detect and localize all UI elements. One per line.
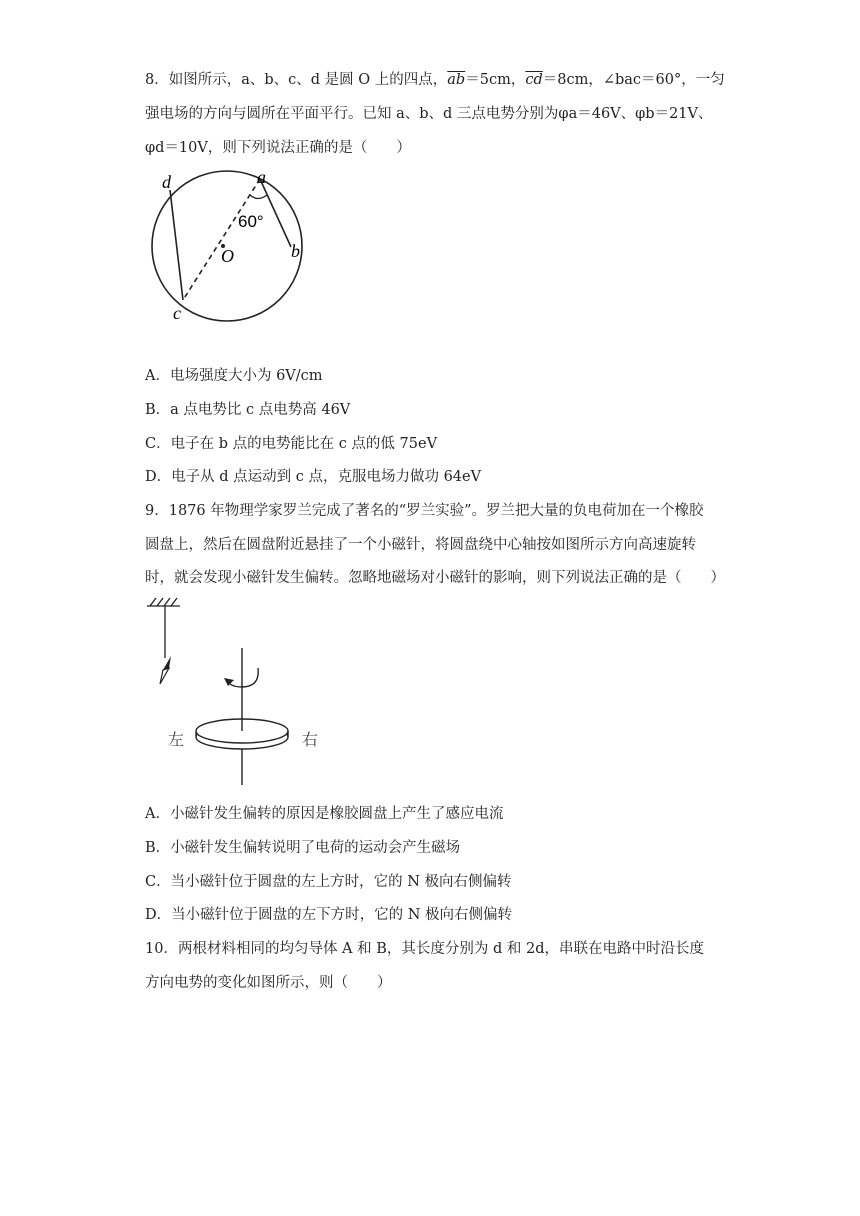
label-b: b	[291, 241, 300, 261]
ceiling-support	[147, 598, 180, 606]
q8-stem-line-2: 强电场的方向与圆所在平面平行。已知 a、b、d 三点电势分别为φa＝46V、φb＝21V、	[145, 106, 713, 122]
q8-option-b: B．a 点电势比 c 点电势高 46V	[145, 402, 351, 418]
dashed-diameter-ac	[183, 179, 260, 300]
label-right: 右	[302, 730, 319, 749]
q8-cd-value: ＝8cm，∠bac＝60°，一匀	[542, 72, 725, 88]
label-a: a	[257, 167, 266, 187]
label-o: O	[221, 246, 234, 266]
q10-stem-line-1: 10．两根材料相同的均匀导体 A 和 B，其长度分别为 d 和 2d，串联在电路中时沿长度	[145, 941, 705, 957]
q8-option-a: A．电场强度大小为 6V/cm	[145, 368, 323, 384]
q9-option-c: C．当小磁针位于圆盘的左上方时，它的 N 极向右侧偏转	[145, 874, 512, 890]
q8-arc-cd: $\overline{cd}$	[525, 72, 543, 88]
q9-stem-line-2: 圆盘上，然后在圆盘附近悬挂了一个小磁针，将圆盘绕中心轴按如图所示方向高速旋转	[145, 537, 696, 553]
label-c: c	[173, 303, 181, 323]
q9-stem-line-1: 9．1876 年物理学家罗兰完成了著名的“罗兰实验”。罗兰把大量的负电荷加在一个橡胶	[145, 503, 704, 519]
q8-circle-figure	[140, 162, 320, 332]
q8-option-d: D．电子从 d 点运动到 c 点，克服电场力做功 64eV	[145, 469, 482, 485]
q8-stem-start: 8．如图所示，a、b、c、d 是圆 O 上的四点，	[145, 72, 448, 88]
label-angle: 60°	[238, 212, 264, 231]
q9-stem-line-3: 时，就会发现小磁针发生偏转。忽略地磁场对小磁针的影响，则下列说法正确的是（ ）	[145, 570, 725, 586]
q9-option-d: D．当小磁针位于圆盘的左下方时，它的 N 极向右侧偏转	[145, 907, 513, 923]
q8-arc-ab: $\overline{ab}$	[447, 72, 466, 88]
q8-ab-value: ＝5cm，	[465, 72, 526, 88]
rotation-arrow-icon	[228, 668, 258, 687]
q9-option-a: A．小磁针发生偏转的原因是橡胶圆盘上产生了感应电流	[145, 806, 504, 822]
label-left: 左	[168, 730, 185, 749]
compass-needle-icon	[160, 656, 171, 684]
q10-stem-line-2: 方向电势的变化如图所示，则（ ）	[145, 975, 392, 991]
q9-option-b: B．小磁针发生偏转说明了电荷的运动会产生磁场	[145, 840, 461, 856]
q8-stem-line-3: φd＝10V，则下列说法正确的是（ ）	[145, 140, 411, 156]
q9-rowland-figure	[140, 590, 340, 790]
q8-stem-line-1	[145, 70, 725, 90]
angle-arc	[250, 195, 267, 199]
q8-option-c: C．电子在 b 点的电势能比在 c 点的低 75eV	[145, 436, 438, 452]
chord-dc	[170, 190, 183, 300]
label-d: d	[162, 172, 171, 192]
